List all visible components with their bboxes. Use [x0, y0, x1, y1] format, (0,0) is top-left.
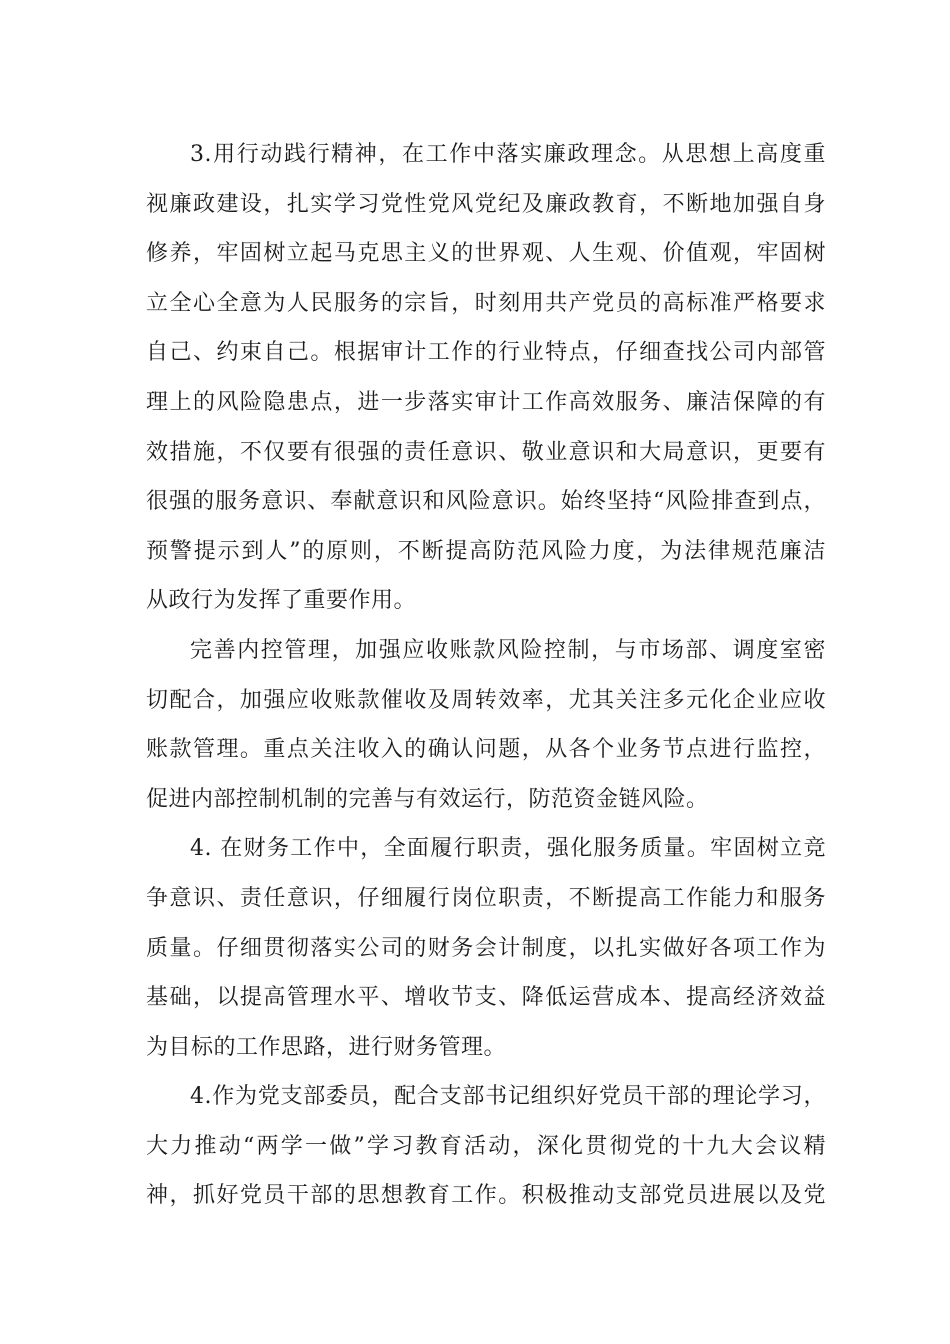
text-line: 立全心全意为人民服务的宗旨，时刻用共产党员的高标准严格要求 [146, 290, 826, 316]
text-line: 促进内部控制机制的完善与有效运行，防范资金链风险。 [146, 786, 709, 812]
text-line: 争意识、责任意识，仔细履行岗位职责，不断提高工作能力和服务 [146, 885, 826, 911]
paragraph [146, 626, 826, 824]
text-line: 3.用行动践行精神，在工作中落实廉政理念。从思想上高度重 [190, 142, 826, 167]
paragraph [146, 824, 826, 1072]
paragraph [146, 130, 826, 626]
paragraph [146, 1072, 826, 1221]
text-line: 完善内控管理，加强应收账款风险控制，与市场部、调度室密 [190, 637, 826, 663]
text-line: 账款管理。重点关注收入的确认问题，从各个业务节点进行监控， [146, 737, 826, 763]
text-line: 神，抓好党员干部的思想教育工作。积极推动支部党员进展以及党 [146, 1183, 826, 1209]
text-line: 质量。仔细贯彻落实公司的财务会计制度，以扎实做好各项工作为 [146, 935, 826, 961]
text-line: 视廉政建设，扎实学习党性党风党纪及廉政教育，不断地加强自身 [146, 191, 826, 217]
text-line: 4.作为党支部委员，配合支部书记组织好党员干部的理论学习， [190, 1084, 826, 1110]
text-line: 从政行为发挥了重要作用。 [146, 588, 417, 614]
text-line: 4. 在财务工作中，全面履行职责，强化服务质量。牢固树立竞 [190, 836, 826, 862]
text-line: 自己、约束自己。根据审计工作的行业特点，仔细查找公司内部管 [146, 340, 826, 366]
text-line: 基础，以提高管理水平、增收节支、降低运营成本、提高经济效益 [146, 985, 826, 1011]
text-line: 为目标的工作思路，进行财务管理。 [146, 1034, 507, 1060]
text-line: 理上的风险隐患点，进一步落实审计工作高效服务、廉洁保障的有 [146, 389, 826, 415]
text-line: 修养，牢固树立起马克思主义的世界观、人生观、价值观，牢固树 [146, 241, 826, 267]
text-line: 切配合，加强应收账款催收及周转效率，尤其关注多元化企业应收 [146, 687, 826, 713]
text-line: 大力推动“两学一做”学习教育活动，深化贯彻党的十九大会议精 [146, 1133, 826, 1159]
text-line: 很强的服务意识、奉献意识和风险意识。始终坚持“风险排查到点， [146, 489, 826, 515]
document-body [146, 130, 826, 1221]
text-line: 效措施，不仅要有很强的责任意识、敬业意识和大局意识，更要有 [146, 439, 826, 465]
text-line: 预警提示到人”的原则，不断提高防范风险力度，为法律规范廉洁 [146, 538, 826, 564]
